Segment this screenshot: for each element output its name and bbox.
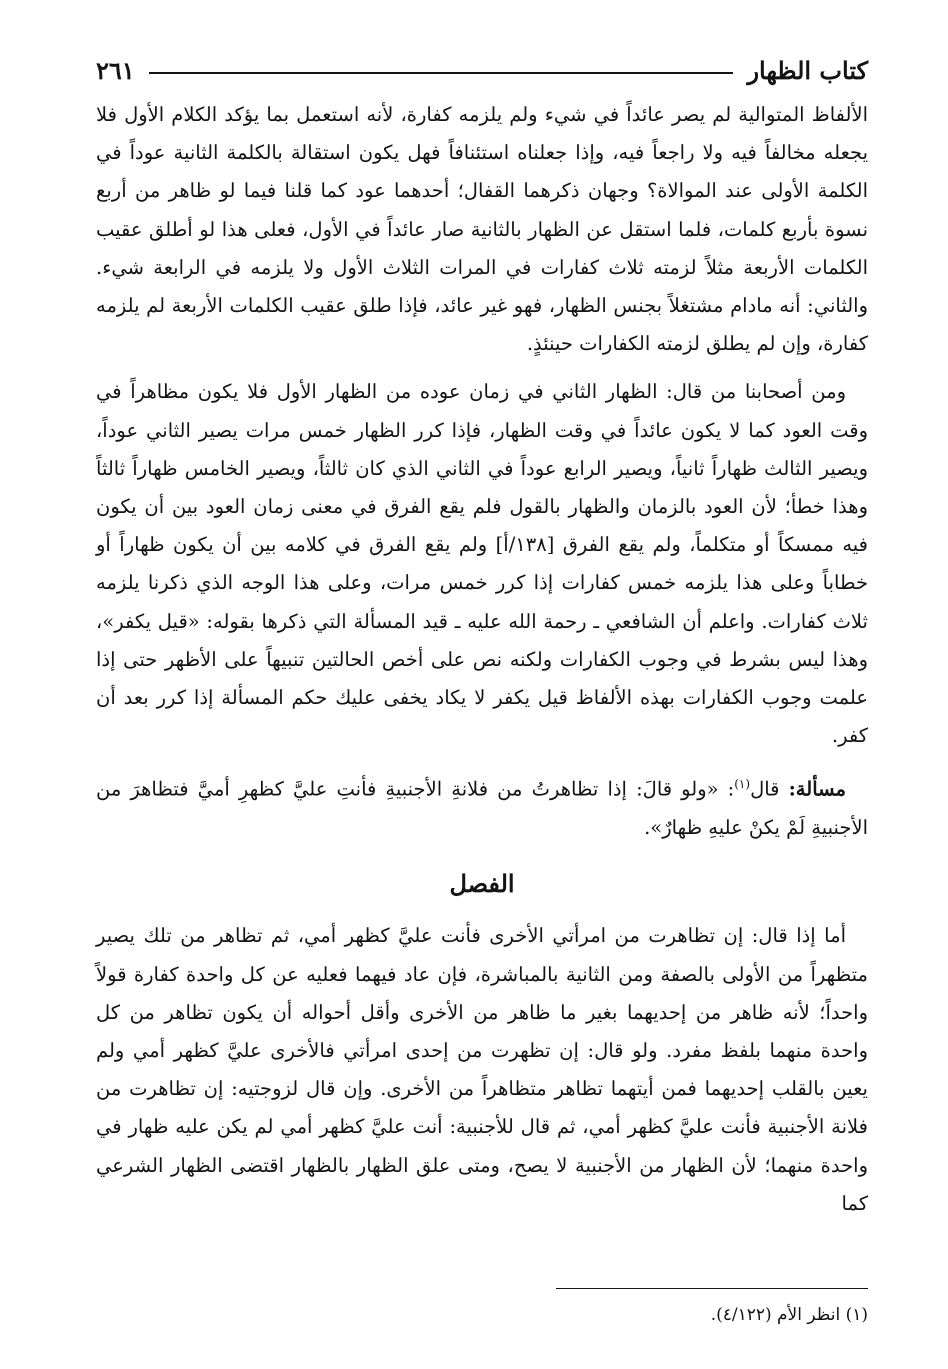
header-rule (149, 72, 734, 74)
paragraph-1: الألفاظ المتوالية لم يصر عائداً في شيء ولم يلزمه كفارة، لأنه استعمل بما يؤكد الكلام الأول فلا يجعله مخالفاً فيه ولا راجعاً فيه، وإذا جعلناه استئنافاً فهل يكون استقالة بالكلمة الثانية عوداً في الكلمة الأولى عند الموالاة؟ وجهان ذكرهما القفال؛ أحدهما عود كما قلنا فيما لو ظاهر من أربع نسوة بأربع كلمات، فلما استقل عن الظهار بالثانية صار عائداً في الأول، فعلى هذا لو أطلق عقيب الكلمات الأربعة مثلاً لزمته ثلاث كفارات في المرات الثلاث الأول ولا يلزمه في الرابعة شيء. والثاني: أنه مادام مشتغلاً بجنس الظهار، فهو غير عائد، فإذا طلق عقيب الكلمات الأربعة لم يلزمه كفارة، وإن لم يطلق لزمته الكفارات حينئذٍ. (96, 103, 868, 356)
section-heading: الفصل (449, 869, 515, 899)
issue-said: قال (750, 777, 780, 801)
running-title: كتاب الظهار (747, 55, 868, 85)
footnote (268, 1300, 868, 1330)
issue-text: : «ولو قالَ: إذا تظاهرتُ من فلانةِ الأجنبيةِ فأنتِ عليَّ كظهرِ أميَّ فتظاهرَ من الأجنبيةِ لَمْ يكنْ عليهِ ظهارٌ». (96, 777, 868, 840)
page-header (96, 50, 868, 90)
footnote-number: (١) (845, 1305, 868, 1325)
issue-label: مسألة: (788, 777, 846, 801)
footnote-reference[interactable]: (١) (734, 777, 751, 792)
footnote-rule (556, 1288, 868, 1289)
section-paragraph: أما إذا قال: إن تظاهرت من امرأتي الأخرى فأنت عليَّ كظهر أمي، ثم تظاهر من تلك يصير متظهراً من الأولى بالصفة ومن الثانية بالمباشرة، فإن عاد فيهما فعليه عن كل واحدة كفارة قولاً واحداً؛ لأنه ظاهر من إحديهما بغير ما ظاهر من الأخرى وأقل أحواله أن يكون تظاهر من كل واحدة منهما بلفظ مفرد. ولو قال: إن تظهرت من إحدى امرأتي فالأخرى عليَّ كظهر أمي ولم يعين بالقلب إحديهما فمن أيتهما تظاهر متظاهراً من الأخرى. وإن قال لزوجتيه: إن تظاهرت من فلانة الأجنبية فأنت عليَّ كظهر أمي، ثم قال للأجنبية: أنت عليَّ كظهر أمي لم يكن عليه ظهار في واحدة منهما؛ لأن الظهار من الأجنبية لا يصح، ومتى علق الظهار بالظهار اقتضى الظهار الشرعي كما (96, 924, 868, 1215)
page-number: ٢٦١ (96, 55, 135, 85)
footnote-text: انظر الأم (٤/١٢٢). (710, 1305, 841, 1325)
issue-paragraph (96, 765, 868, 847)
paragraph-2: ومن أصحابنا من قال: الظهار الثاني في زمان عوده من الظهار الأول فلا يكون مظاهراً في وقت العود كما لا يكون عائداً في وقت الظهار، فإذا كرر الظهار خمس مرات يصير الثاني عوداً، ويصير الثالث ظهاراً ثانياً، ويصير الرابع عوداً في الثاني الذي كان ثالثاً، ويصير الخامس ظهاراً ثالثاً وهذا خطأ؛ لأن العود بالزمان والظهار بالقول فلم يقع الفرق في معنى زمان العود بين أن يكون فيه ممسكاً أو متكلماً، ولم يقع الفرق [١٣٨/أ] ولم يقع الفرق في كلامه بين أن يكون ظهاراً أو خطاباً وعلى هذا يلزمه خمس كفارات إذا كرر خمس مرات، وعلى هذا الوجه الذي ذكرنا يلزمه ثلاث كفارات. واعلم أن الشافعي ـ رحمة الله عليه ـ قيد المسألة التي ذكرها بقوله: «قيل يكفر»، وهذا ليس بشرط في وجوب الكفارات ولكنه نص على أخص الحالتين تنبيهاً على الأظهر حتى إذا علمت وجوب الكفارات بهذه الألفاظ قيل يكفر لا يكاد يخفى عليك حكم المسألة إذا كرر بعد أن كفر. (96, 380, 869, 748)
main-text (96, 96, 868, 1233)
